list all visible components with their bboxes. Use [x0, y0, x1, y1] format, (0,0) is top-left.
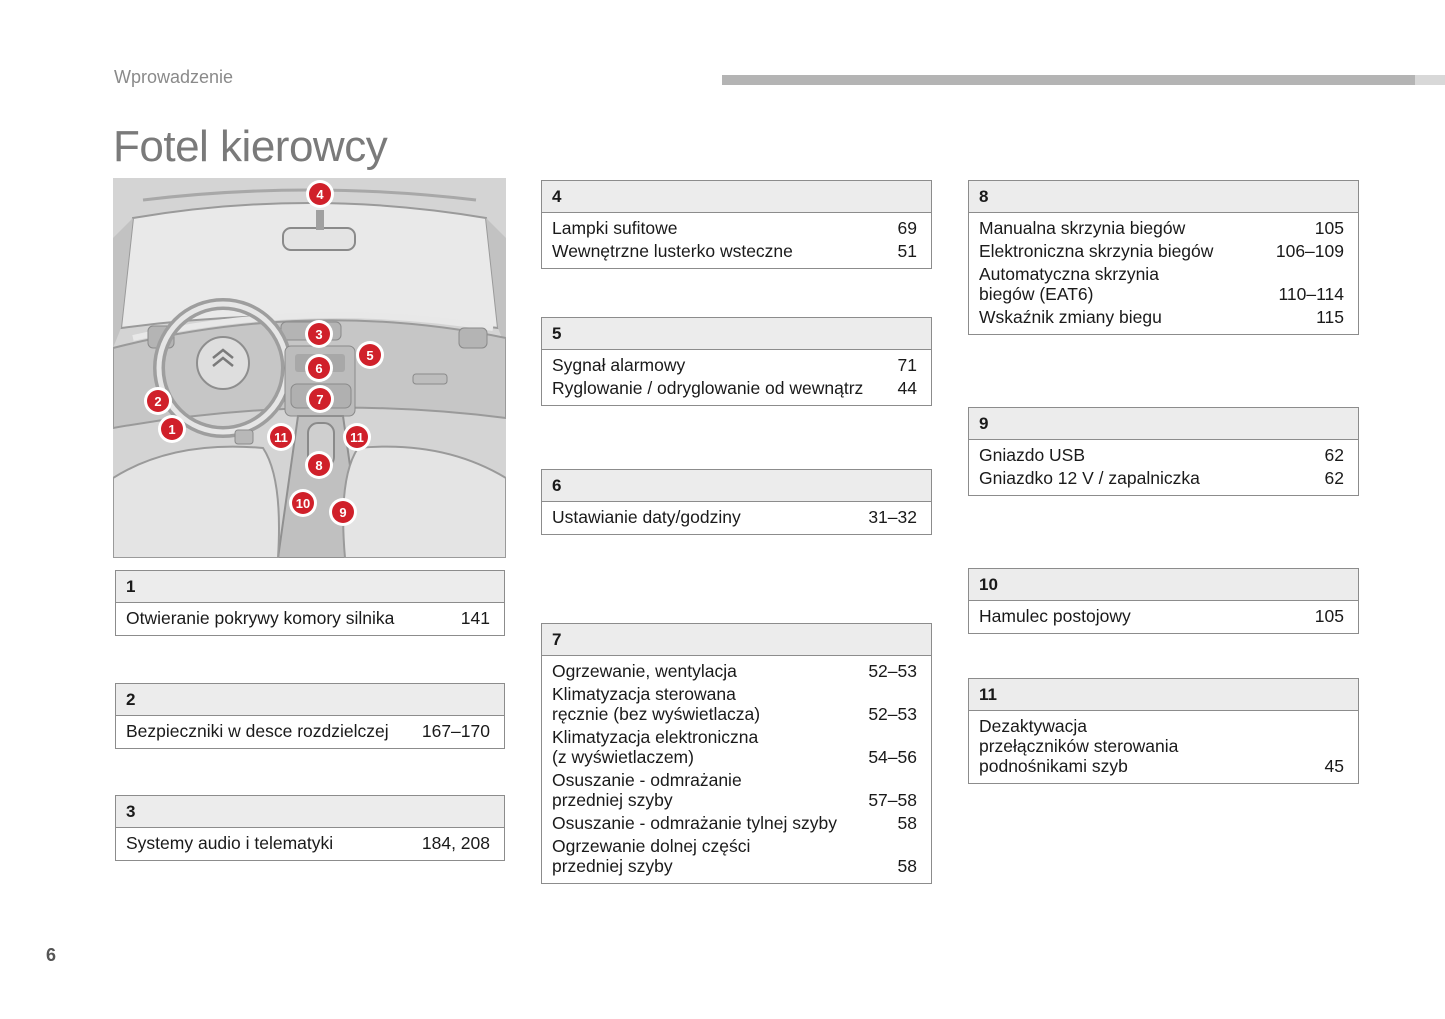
list-item: Dezaktywacja przełączników sterowania podnośnikami szyb 45	[979, 716, 1344, 776]
callout-11-left	[267, 423, 295, 451]
list-item: Wewnętrzne lusterko wsteczne 51	[552, 241, 917, 261]
list-item: Ryglowanie / odryglowanie od wewnątrz 44	[552, 378, 917, 398]
list-item: Klimatyzacja elektroniczna (z wyświetlaczem) 54–56	[552, 727, 917, 767]
svg-text:5: 5	[366, 348, 374, 363]
info-box-1	[115, 570, 505, 636]
info-box-8	[968, 180, 1359, 335]
box-number: 1	[116, 571, 504, 603]
list-item: Otwieranie pokrywy komory silnika 141	[126, 608, 490, 628]
info-box-9	[968, 407, 1359, 496]
svg-text:11: 11	[350, 430, 364, 445]
list-item: Ustawianie daty/godziny 31–32	[552, 507, 917, 527]
dashboard-illustration	[113, 178, 506, 558]
page-number: 6	[46, 945, 57, 965]
info-box-6	[541, 469, 932, 535]
svg-text:1: 1	[168, 422, 176, 437]
svg-text:8: 8	[315, 458, 323, 473]
svg-text:2: 2	[154, 394, 162, 409]
box-number: 3	[116, 796, 504, 828]
info-box-5	[541, 317, 932, 406]
section-label: Wprowadzenie	[114, 67, 234, 87]
callout-7	[306, 385, 334, 413]
list-item: Ogrzewanie dolnej części przedniej szyby 58	[552, 836, 917, 876]
list-item: Gniazdo USB 62	[979, 445, 1344, 465]
list-item: Wskaźnik zmiany biegu 115	[979, 307, 1344, 327]
callout-6	[305, 354, 333, 382]
list-item: Bezpieczniki w desce rozdzielczej 167–170	[126, 721, 490, 741]
list-item: Elektroniczna skrzynia biegów 106–109	[979, 241, 1344, 261]
box-number: 4	[542, 181, 931, 213]
info-box-2	[115, 683, 505, 749]
box-number: 10	[969, 569, 1358, 601]
svg-text:9: 9	[339, 505, 347, 520]
svg-text:10: 10	[295, 496, 311, 511]
list-item: Osuszanie - odmrażanie przedniej szyby 57–58	[552, 770, 917, 810]
callout-1	[158, 415, 186, 443]
box-number: 2	[116, 684, 504, 716]
box-number: 6	[542, 470, 931, 502]
box-number: 5	[542, 318, 931, 350]
box-number: 8	[969, 181, 1358, 213]
box-number: 7	[542, 624, 931, 656]
list-item: Manualna skrzynia biegów 105	[979, 218, 1344, 238]
info-box-3	[115, 795, 505, 861]
svg-text:3: 3	[315, 327, 323, 342]
svg-text:11: 11	[274, 430, 288, 445]
info-box-4	[541, 180, 932, 269]
callout-5	[356, 341, 384, 369]
header-bar	[722, 75, 1445, 85]
svg-text:7: 7	[316, 392, 324, 407]
list-item: Klimatyzacja sterowana ręcznie (bez wyświetlacza) 52–53	[552, 684, 917, 724]
list-item: Ogrzewanie, wentylacja 52–53	[552, 661, 917, 681]
info-box-11	[968, 678, 1359, 784]
box-number: 9	[969, 408, 1358, 440]
box-number: 11	[969, 679, 1358, 711]
svg-text:4: 4	[316, 187, 324, 202]
callout-4	[306, 180, 334, 208]
callout-2	[144, 387, 172, 415]
list-item: Automatyczna skrzynia biegów (EAT6) 110–114	[979, 264, 1344, 304]
info-box-10	[968, 568, 1359, 634]
list-item: Lampki sufitowe 69	[552, 218, 917, 238]
callout-8	[305, 451, 333, 479]
info-box-7	[541, 623, 932, 884]
callout-9	[329, 498, 357, 526]
list-item: Systemy audio i telematyki 184, 208	[126, 833, 490, 853]
list-item: Osuszanie - odmrażanie tylnej szyby 58	[552, 813, 917, 833]
callout-11-right	[343, 423, 371, 451]
callout-10	[289, 489, 317, 517]
svg-text:6: 6	[315, 361, 323, 376]
page-title: Fotel kierowcy	[113, 122, 388, 171]
callout-3	[305, 320, 333, 348]
list-item: Gniazdko 12 V / zapalniczka 62	[979, 468, 1344, 488]
list-item: Hamulec postojowy 105	[979, 606, 1344, 626]
list-item: Sygnał alarmowy 71	[552, 355, 917, 375]
